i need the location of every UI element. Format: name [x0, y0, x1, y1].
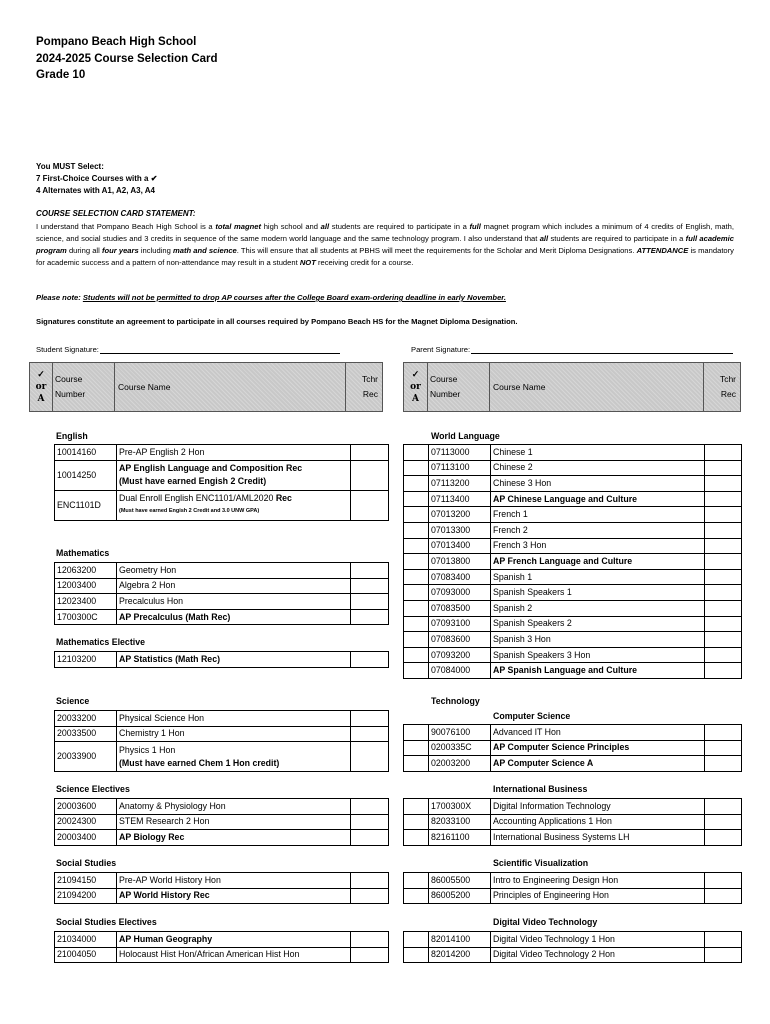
instruction-first-choice: 7 First-Choice Courses with a ✔: [36, 174, 158, 183]
course-number: 20003400: [55, 830, 117, 846]
course-name: AP Biology Rec: [117, 830, 351, 846]
course-number: 12023400: [55, 594, 117, 610]
header-text: Number: [55, 389, 86, 399]
international-business-table: [403, 798, 742, 846]
section-title-technology: Technology: [431, 696, 480, 706]
statement-emphasis: total magnet: [215, 222, 262, 231]
teacher-rec-box[interactable]: [351, 742, 389, 772]
teacher-rec-box[interactable]: [351, 814, 389, 830]
course-number: 82014100: [429, 932, 491, 948]
course-number: 12063200: [55, 563, 117, 579]
student-signature-label: Student Signature:: [36, 345, 99, 354]
instruction-must-select: You MUST Select:: [36, 162, 104, 171]
teacher-rec-box[interactable]: [705, 932, 742, 948]
choice-box[interactable]: [404, 814, 429, 830]
table-row: [404, 491, 742, 507]
choice-box[interactable]: [404, 799, 429, 815]
course-number: 07013800: [429, 554, 491, 570]
teacher-rec-box[interactable]: [705, 522, 742, 538]
table-row: [404, 740, 742, 756]
course-name: Digital Information Technology: [491, 799, 705, 815]
course-name: AP World History Rec: [117, 888, 351, 904]
header-text: Tchr: [719, 374, 736, 384]
right-column-header: [403, 362, 741, 412]
choice-box[interactable]: [404, 585, 429, 601]
course-number: 07083400: [429, 569, 491, 585]
section-title-world-language: World Language: [431, 431, 500, 441]
computer-science-table: [403, 724, 742, 772]
table-row: [404, 616, 742, 632]
course-number: 12003400: [55, 578, 117, 594]
course-number: 10014250: [55, 460, 117, 490]
choice-box[interactable]: [404, 756, 429, 772]
table-row: [55, 563, 389, 579]
course-number: 86005200: [429, 888, 491, 904]
teacher-rec-box[interactable]: [351, 830, 389, 846]
choice-box[interactable]: [404, 507, 429, 523]
course-name: Spanish Speakers 3 Hon: [491, 647, 705, 663]
alt-label: A: [412, 394, 419, 404]
teacher-rec-box[interactable]: [705, 947, 742, 963]
course-number: 20033900: [55, 742, 117, 772]
parent-signature-field[interactable]: [411, 345, 733, 354]
math-elective-table: [54, 651, 389, 668]
course-number: 07083500: [429, 600, 491, 616]
teacher-rec-box[interactable]: [351, 726, 389, 742]
choice-box[interactable]: [404, 569, 429, 585]
statement-emphasis: full academic program: [36, 234, 734, 256]
course-number: 82161100: [429, 830, 491, 846]
section-title-social-studies: Social Studies: [56, 858, 117, 868]
mathematics-table: [54, 562, 389, 625]
course-name: [117, 460, 351, 490]
course-number: 10014160: [55, 445, 117, 461]
choice-box[interactable]: [404, 663, 429, 679]
course-name: Accounting Applications 1 Hon: [491, 814, 705, 830]
course-number: 1700300X: [429, 799, 491, 815]
social-studies-electives-table: [54, 931, 389, 963]
table-row: [404, 538, 742, 554]
course-number: 21094150: [55, 873, 117, 889]
course-name: AP French Language and Culture: [491, 554, 705, 570]
table-row: [404, 647, 742, 663]
teacher-rec-box[interactable]: [351, 711, 389, 727]
course-number: 07093100: [429, 616, 491, 632]
teacher-rec-box[interactable]: [705, 647, 742, 663]
course-number: 90076100: [429, 725, 491, 741]
statement-text: [36, 221, 734, 269]
choice-box[interactable]: [404, 538, 429, 554]
course-name: Digital Video Technology 1 Hon: [491, 932, 705, 948]
choice-box[interactable]: [404, 616, 429, 632]
course-name: Physical Science Hon: [117, 711, 351, 727]
teacher-rec-box[interactable]: [705, 554, 742, 570]
course-name: AP Spanish Language and Culture: [491, 663, 705, 679]
teacher-rec-box[interactable]: [705, 830, 742, 846]
teacher-rec-box[interactable]: [705, 491, 742, 507]
teacher-rec-box[interactable]: [705, 740, 742, 756]
table-row: [404, 632, 742, 648]
course-number: 02003200: [429, 756, 491, 772]
teacher-rec-box[interactable]: [705, 616, 742, 632]
choice-box[interactable]: [404, 740, 429, 756]
card-header: [36, 34, 218, 84]
teacher-rec-header: [704, 363, 740, 411]
course-number: 20024300: [55, 814, 117, 830]
choice-box[interactable]: [404, 830, 429, 846]
course-number: 07013400: [429, 538, 491, 554]
card-title: 2024-2025 Course Selection Card: [36, 52, 218, 65]
teacher-rec-box[interactable]: [351, 445, 389, 461]
course-number: 07013300: [429, 522, 491, 538]
signatures-statement: Signatures constitute an agreement to participate in all courses required by Pompano Beach HS for the Magnet Diploma Designation.: [36, 317, 518, 326]
section-title-mathematics: Mathematics: [56, 548, 110, 558]
check-icon: ✓: [411, 370, 420, 380]
table-row: [55, 711, 389, 727]
course-name: Precalculus Hon: [117, 594, 351, 610]
teacher-rec-box[interactable]: [705, 538, 742, 554]
table-row: [55, 490, 389, 520]
header-text: Tchr: [361, 374, 378, 384]
table-row: [55, 578, 389, 594]
choice-box[interactable]: [404, 947, 429, 963]
course-number: 07113000: [429, 445, 491, 461]
teacher-rec-box[interactable]: [705, 476, 742, 492]
table-row: [404, 830, 742, 846]
course-name: Chinese 2: [491, 460, 705, 476]
course-name: Anatomy & Physiology Hon: [117, 799, 351, 815]
section-title-social-studies-electives: Social Studies Electives: [56, 917, 157, 927]
statement-emphasis: math and science: [172, 246, 237, 256]
teacher-rec-box[interactable]: [705, 663, 742, 679]
course-number: 07084000: [429, 663, 491, 679]
course-name: Geometry Hon: [117, 563, 351, 579]
table-row: [404, 522, 742, 538]
teacher-rec-box[interactable]: [705, 873, 742, 889]
note-text: Students will not be permitted to drop AP courses after the College Board exam-ordering deadline in early November.: [82, 293, 506, 302]
table-row: [55, 445, 389, 461]
statement-part: students are required to participate in a: [548, 234, 686, 244]
course-name: Spanish 2: [491, 600, 705, 616]
choice-box[interactable]: [404, 932, 429, 948]
course-name: Holocaust Hist Hon/African American Hist Hon: [117, 947, 351, 963]
or-label: or: [410, 382, 421, 392]
check-or-alt-header: [404, 363, 428, 411]
course-number: 07093200: [429, 647, 491, 663]
teacher-rec-box[interactable]: [351, 932, 389, 948]
course-name: Advanced IT Hon: [491, 725, 705, 741]
course-name: Spanish Speakers 1: [491, 585, 705, 601]
teacher-rec-box[interactable]: [705, 799, 742, 815]
table-row: [404, 947, 742, 963]
course-name-line: Physics 1 Hon: [119, 744, 176, 755]
section-title-science-electives: Science Electives: [56, 784, 130, 794]
statement-emphasis: full: [469, 222, 481, 231]
course-name-header: Course Name: [115, 363, 346, 411]
table-row: [55, 873, 389, 889]
course-name-line: AP English Language and Composition Rec: [119, 463, 303, 474]
course-name: Pre-AP English 2 Hon: [117, 445, 351, 461]
table-row: [55, 799, 389, 815]
choice-box[interactable]: [404, 873, 429, 889]
table-row: [404, 725, 742, 741]
statement-emphasis: all: [320, 222, 330, 231]
statement-part: magnet program which includes a minimum of 4 credits of English, math, science, and social studies and 3 credits in sequence of the same modern world language and the same technology program. I also understand that: [36, 222, 734, 244]
choice-box[interactable]: [404, 632, 429, 648]
course-number-header: [53, 363, 115, 411]
choice-box[interactable]: [404, 476, 429, 492]
statement-emphasis: NOT: [299, 258, 316, 268]
note-prefix: Please note:: [36, 293, 83, 302]
statement-part: . This will ensure that all students at PBHS will meet the requirements for the Scholar and Merit Diploma Designations.: [236, 246, 637, 256]
table-row: [404, 585, 742, 601]
teacher-rec-box[interactable]: [351, 460, 389, 490]
course-number: 07113100: [429, 460, 491, 476]
table-row: [55, 932, 389, 948]
teacher-rec-box[interactable]: [351, 888, 389, 904]
course-number: 82033100: [429, 814, 491, 830]
course-name-header: Course Name: [490, 363, 704, 411]
student-signature-field[interactable]: [36, 345, 340, 354]
or-label: or: [35, 382, 47, 392]
header-text: Course: [55, 374, 83, 384]
table-row: [404, 799, 742, 815]
course-number: 0200335C: [429, 740, 491, 756]
course-number-header: [428, 363, 490, 411]
table-row: [55, 726, 389, 742]
teacher-rec-box[interactable]: [705, 507, 742, 523]
table-row: [55, 947, 389, 963]
course-number: 21094200: [55, 888, 117, 904]
table-row: [55, 609, 389, 625]
left-column-header: [29, 362, 383, 412]
teacher-rec-box[interactable]: [351, 563, 389, 579]
table-row: [404, 873, 742, 889]
teacher-rec-box[interactable]: [351, 594, 389, 610]
table-row: [55, 652, 389, 668]
course-number: ENC1101D: [55, 490, 117, 520]
table-row: [404, 756, 742, 772]
statement-part: students are required to participate in a: [329, 222, 470, 231]
teacher-rec-header: [346, 363, 382, 411]
scientific-visualization-table: [403, 872, 742, 904]
table-row: [404, 814, 742, 830]
course-name-line: Dual Enroll English ENC1101/AML2020: [119, 493, 276, 504]
course-number: 20033500: [55, 726, 117, 742]
teacher-rec-box[interactable]: [705, 725, 742, 741]
world-language-table: [403, 444, 742, 679]
choice-box[interactable]: [404, 888, 429, 904]
choice-box[interactable]: [404, 600, 429, 616]
social-studies-table: [54, 872, 389, 904]
course-number: 07093000: [429, 585, 491, 601]
course-name: French 2: [491, 522, 705, 538]
course-name: Intro to Engineering Design Hon: [491, 873, 705, 889]
table-row: [404, 445, 742, 461]
alt-label: A: [37, 394, 45, 404]
statement-emphasis: four years: [101, 246, 139, 256]
teacher-rec-box[interactable]: [351, 578, 389, 594]
english-table: [54, 444, 389, 521]
course-name: AP Precalculus (Math Rec): [117, 609, 351, 625]
statement-part: receiving credit for a course.: [315, 258, 414, 268]
instruction-alternates: 4 Alternates with A1, A2, A3, A4: [36, 186, 155, 195]
selection-instructions: [36, 161, 157, 197]
table-row: [404, 888, 742, 904]
teacher-rec-box[interactable]: [705, 600, 742, 616]
table-row: [55, 814, 389, 830]
statement-part: I understand that Pompano Beach High School is a: [36, 222, 216, 231]
digital-video-technology-table: [403, 931, 742, 963]
teacher-rec-box[interactable]: [351, 873, 389, 889]
teacher-rec-box[interactable]: [705, 585, 742, 601]
teacher-rec-box[interactable]: [705, 756, 742, 772]
course-number: 21004050: [55, 947, 117, 963]
science-electives-table: [54, 798, 389, 846]
subsection-title-scientific-visualization: Scientific Visualization: [493, 858, 589, 868]
table-row: [404, 554, 742, 570]
course-name: Spanish Speakers 2: [491, 616, 705, 632]
table-row: [404, 932, 742, 948]
course-number: 12103200: [55, 652, 117, 668]
table-row: [55, 594, 389, 610]
statement-part: during all: [66, 246, 102, 256]
course-prereq: (Must have earned Engish 2 Credit and 3.0 UNW GPA): [119, 508, 260, 515]
table-row: [55, 460, 389, 490]
table-row: [55, 830, 389, 846]
course-name: [117, 742, 351, 772]
teacher-rec-box[interactable]: [351, 799, 389, 815]
course-number: 20003600: [55, 799, 117, 815]
header-text: Number: [430, 389, 461, 399]
science-table: [54, 710, 389, 772]
teacher-rec-box[interactable]: [351, 609, 389, 625]
teacher-rec-box[interactable]: [351, 947, 389, 963]
table-row: [404, 460, 742, 476]
teacher-rec-box[interactable]: [351, 490, 389, 520]
course-prereq: (Must have earned Engish 2 Credit): [119, 476, 267, 487]
course-number: 07083600: [429, 632, 491, 648]
parent-signature-line[interactable]: [471, 345, 733, 354]
statement-title: COURSE SELECTION CARD STATEMENT:: [36, 209, 196, 218]
choice-box[interactable]: [404, 460, 429, 476]
course-number: 07113200: [429, 476, 491, 492]
course-name: Chinese 1: [491, 445, 705, 461]
table-row: [404, 569, 742, 585]
course-number: 82014200: [429, 947, 491, 963]
course-name: AP Chinese Language and Culture: [491, 491, 705, 507]
teacher-rec-box[interactable]: [705, 632, 742, 648]
course-number: 07113400: [429, 491, 491, 507]
student-signature-line[interactable]: [100, 345, 340, 354]
course-number: 07013200: [429, 507, 491, 523]
check-or-alt-header: [30, 363, 53, 411]
course-name: AP Computer Science Principles: [491, 740, 705, 756]
statement-part: is mandatory for academic success and a pattern of non-attendance may result in a student: [36, 246, 734, 268]
course-name: Pre-AP World History Hon: [117, 873, 351, 889]
table-row: [404, 476, 742, 492]
course-name: Chemistry 1 Hon: [117, 726, 351, 742]
course-name: [117, 490, 351, 520]
course-name: Spanish 3 Hon: [491, 632, 705, 648]
teacher-rec-box[interactable]: [705, 445, 742, 461]
header-text: Rec: [720, 389, 736, 399]
section-title-math-elective: Mathematics Elective: [56, 637, 145, 647]
statement-part: including: [138, 246, 173, 256]
table-row: [404, 507, 742, 523]
table-row: [404, 600, 742, 616]
course-number: 1700300C: [55, 609, 117, 625]
teacher-rec-box[interactable]: [705, 460, 742, 476]
school-name: Pompano Beach High School: [36, 36, 197, 48]
course-name: Principles of Engineering Hon: [491, 888, 705, 904]
choice-box[interactable]: [404, 445, 429, 461]
choice-box[interactable]: [404, 725, 429, 741]
course-name: STEM Research 2 Hon: [117, 814, 351, 830]
teacher-rec-box[interactable]: [705, 888, 742, 904]
teacher-rec-box[interactable]: [351, 652, 389, 668]
table-row: [55, 888, 389, 904]
statement-emphasis: ATTENDANCE: [636, 246, 689, 256]
choice-box[interactable]: [404, 554, 429, 570]
course-name: AP Human Geography: [117, 932, 351, 948]
subsection-title-computer-science: Computer Science: [493, 711, 571, 721]
section-title-science: Science: [56, 696, 90, 706]
teacher-rec-box[interactable]: [705, 814, 742, 830]
table-row: [404, 663, 742, 679]
header-text: Course: [430, 374, 458, 384]
course-name: French 1: [491, 507, 705, 523]
course-name: Spanish 1: [491, 569, 705, 585]
course-name: French 3 Hon: [491, 538, 705, 554]
course-name: Digital Video Technology 2 Hon: [491, 947, 705, 963]
course-number: 86005500: [429, 873, 491, 889]
grade-label: Grade 10: [36, 69, 86, 81]
ap-drop-note: [36, 293, 506, 302]
teacher-rec-box[interactable]: [705, 569, 742, 585]
check-icon: ✓: [37, 370, 45, 380]
rec-label: Rec: [275, 493, 292, 504]
table-row: [55, 742, 389, 772]
choice-box[interactable]: [404, 647, 429, 663]
course-number: 20033200: [55, 711, 117, 727]
course-name: Chinese 3 Hon: [491, 476, 705, 492]
header-text: Rec: [362, 389, 378, 399]
course-name: International Business Systems LH: [491, 830, 705, 846]
course-name: AP Statistics (Math Rec): [117, 652, 351, 668]
choice-box[interactable]: [404, 522, 429, 538]
statement-part: high school and: [261, 222, 321, 231]
course-number: 21034000: [55, 932, 117, 948]
section-title-english: English: [56, 431, 88, 441]
statement-emphasis: all: [539, 234, 549, 244]
choice-box[interactable]: [404, 491, 429, 507]
course-name: AP Computer Science A: [491, 756, 705, 772]
subsection-title-digital-video-technology: Digital Video Technology: [493, 917, 598, 927]
parent-signature-label: Parent Signature:: [411, 345, 471, 354]
subsection-title-international-business: International Business: [493, 784, 588, 794]
course-prereq: (Must have earned Chem 1 Hon credit): [119, 757, 280, 768]
course-name: Algebra 2 Hon: [117, 578, 351, 594]
